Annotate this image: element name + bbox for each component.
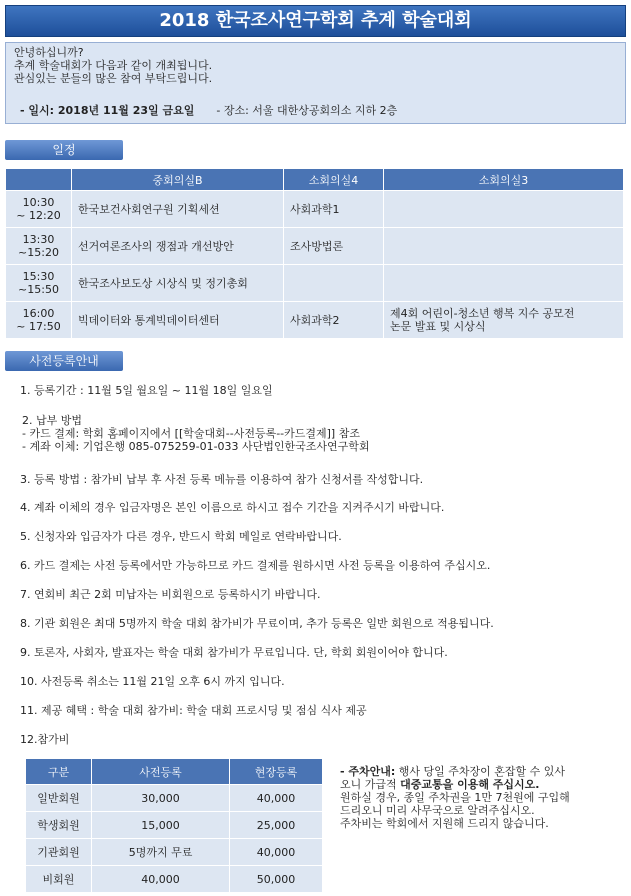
table-row xyxy=(26,785,323,812)
schedule-header-room-b: 중회의실B xyxy=(72,169,284,191)
fee-header-onsite: 현장등록 xyxy=(230,759,323,785)
intro-announcement: 추계 학술대회가 다음과 같이 개최됩니다. xyxy=(14,59,213,72)
session-time xyxy=(6,265,72,302)
table-row xyxy=(26,866,323,893)
fee-pre: 30,000 xyxy=(92,785,230,812)
list-item: 1. 등록기간 : 11월 5일 월요일 ~ 11월 18일 일요일 xyxy=(20,384,273,397)
session-time-end: ~ 12:20 xyxy=(16,209,61,222)
fee-header-type: 구분 xyxy=(26,759,92,785)
session-room-b: 한국보건사회연구원 기획세션 xyxy=(72,191,284,228)
list-item: 6. 카드 결제는 사전 등록에서만 가능하므로 카드 결제를 원하시면 사전 등록을 이용하여 주십시오. xyxy=(20,559,491,572)
table-row xyxy=(26,839,323,866)
fee-table xyxy=(25,758,323,893)
parking-notice xyxy=(340,765,622,830)
session-room-3-line1: 제4회 어린이-청소년 행복 지수 공모전 xyxy=(390,307,575,320)
fee-type: 기관회원 xyxy=(26,839,92,866)
list-item: 10. 사전등록 취소는 11월 21일 오후 6시 까지 입니다. xyxy=(20,675,285,688)
fee-onsite: 25,000 xyxy=(230,812,323,839)
fee-header-row xyxy=(26,759,323,785)
schedule-header-time xyxy=(6,169,72,191)
table-row xyxy=(6,302,624,339)
session-room-4: 사회과학2 xyxy=(284,302,384,339)
schedule-table xyxy=(5,168,624,339)
session-time-end: ~15:20 xyxy=(18,246,59,259)
list-item: 4. 계좌 이체의 경우 입금자명은 본인 이름으로 하시고 접수 기간을 지켜주시기 바랍니다. xyxy=(20,501,445,514)
fee-type: 일반회원 xyxy=(26,785,92,812)
registration-section-tab: 사전등록안내 xyxy=(5,351,123,371)
table-row xyxy=(6,228,624,265)
list-item xyxy=(20,414,370,453)
fee-pre: 15,000 xyxy=(92,812,230,839)
fee-type: 비회원 xyxy=(26,866,92,893)
payment-method-heading: 2. 납부 방법 xyxy=(22,414,82,427)
session-room-3 xyxy=(384,228,624,265)
session-room-3-line2: 논문 발표 및 시상식 xyxy=(390,320,486,333)
parking-line-1 xyxy=(340,765,622,778)
list-item: 5. 신청자와 입금자가 다른 경우, 반드시 학회 메일로 연락바랍니다. xyxy=(20,530,342,543)
parking-line-5: 주차비는 학회에서 지원해 드리지 않습니다. xyxy=(340,817,549,830)
list-item: 12.참가비 xyxy=(20,733,70,746)
fee-header-pre: 사전등록 xyxy=(92,759,230,785)
schedule-header-room-3: 소회의실3 xyxy=(384,169,624,191)
session-time-start: 13:30 xyxy=(22,233,55,246)
session-room-b: 한국조사보도상 시상식 및 정기총회 xyxy=(72,265,284,302)
event-date: - 일시: 2018년 11월 23일 금요일 xyxy=(20,104,195,117)
session-room-4: 사회과학1 xyxy=(284,191,384,228)
session-time-start: 10:30 xyxy=(22,196,55,209)
session-room-4: 조사방법론 xyxy=(284,228,384,265)
fee-type: 학생회원 xyxy=(26,812,92,839)
list-item: 11. 제공 혜택 : 학술 대회 참가비: 학술 대회 프로시딩 및 점심 식사 제공 xyxy=(20,704,367,717)
parking-label: - 주차안내: xyxy=(340,765,396,778)
session-room-3 xyxy=(384,265,624,302)
schedule-header-row xyxy=(6,169,624,191)
session-room-4 xyxy=(284,265,384,302)
parking-line-2 xyxy=(340,778,622,791)
list-item: 3. 등록 방법 : 참가비 납부 후 사전 등록 메뉴를 이용하여 참가 신청서를 작성합니다. xyxy=(20,473,424,486)
table-row xyxy=(26,812,323,839)
session-time xyxy=(6,191,72,228)
payment-account: - 계좌 이체: 기업은행 085-075259-01-033 사단법인한국조사연구학회 xyxy=(22,440,370,453)
session-time xyxy=(6,302,72,339)
page-title: 2018 한국조사연구학회 추계 학술대회 xyxy=(5,5,626,37)
parking-line-1-text: 행사 당일 주차장이 혼잡할 수 있사 xyxy=(395,765,566,778)
session-room-3 xyxy=(384,302,624,339)
parking-line-2-text: 오니 가급적 xyxy=(340,778,401,791)
fee-pre: 40,000 xyxy=(92,866,230,893)
list-item: 7. 연회비 최근 2회 미납자는 비회원으로 등록하시기 바랍니다. xyxy=(20,588,321,601)
session-room-b: 선거여론조사의 쟁점과 개선방안 xyxy=(72,228,284,265)
session-room-3 xyxy=(384,191,624,228)
payment-card: - 카드 결제: 학회 홈페이지에서 [[학술대회--사전등록--카드결제]] 참조 xyxy=(22,427,360,440)
schedule-section-tab: 일정 xyxy=(5,140,123,160)
session-time-start: 16:00 xyxy=(22,307,55,320)
fee-onsite: 40,000 xyxy=(230,839,323,866)
session-time-start: 15:30 xyxy=(22,270,55,283)
fee-onsite: 50,000 xyxy=(230,866,323,893)
intro-invitation: 관심있는 분들의 많은 참여 부탁드립니다. xyxy=(14,72,213,85)
table-row xyxy=(6,191,624,228)
intro-greeting: 안녕하십니까? xyxy=(14,46,84,59)
session-time-end: ~ 17:50 xyxy=(16,320,61,333)
session-time xyxy=(6,228,72,265)
list-item: 9. 토론자, 사회자, 발표자는 학술 대회 참가비가 무료입니다. 단, 학회 회원이어야 합니다. xyxy=(20,646,448,659)
session-room-b: 빅데이터와 통계빅데이터센터 xyxy=(72,302,284,339)
parking-line-3: 원하실 경우, 종일 주차권을 1만 7천원에 구입해 xyxy=(340,791,570,804)
parking-line-4: 드리오니 미리 사무국으로 알려주십시오. xyxy=(340,804,535,817)
session-time-end: ~15:50 xyxy=(18,283,59,296)
intro-box xyxy=(5,42,626,124)
fee-pre: 5명까지 무료 xyxy=(92,839,230,866)
table-row xyxy=(6,265,624,302)
event-venue: - 장소: 서울 대한상공회의소 지하 2층 xyxy=(216,104,398,117)
schedule-header-room-4: 소회의실4 xyxy=(284,169,384,191)
list-item: 8. 기관 회원은 최대 5명까지 학술 대회 참가비가 무료이며, 추가 등록은 일반 회원으로 적용됩니다. xyxy=(20,617,494,630)
event-info-row xyxy=(20,104,397,117)
fee-onsite: 40,000 xyxy=(230,785,323,812)
parking-public-transit: 대중교통을 이용해 주십시오. xyxy=(400,778,540,791)
